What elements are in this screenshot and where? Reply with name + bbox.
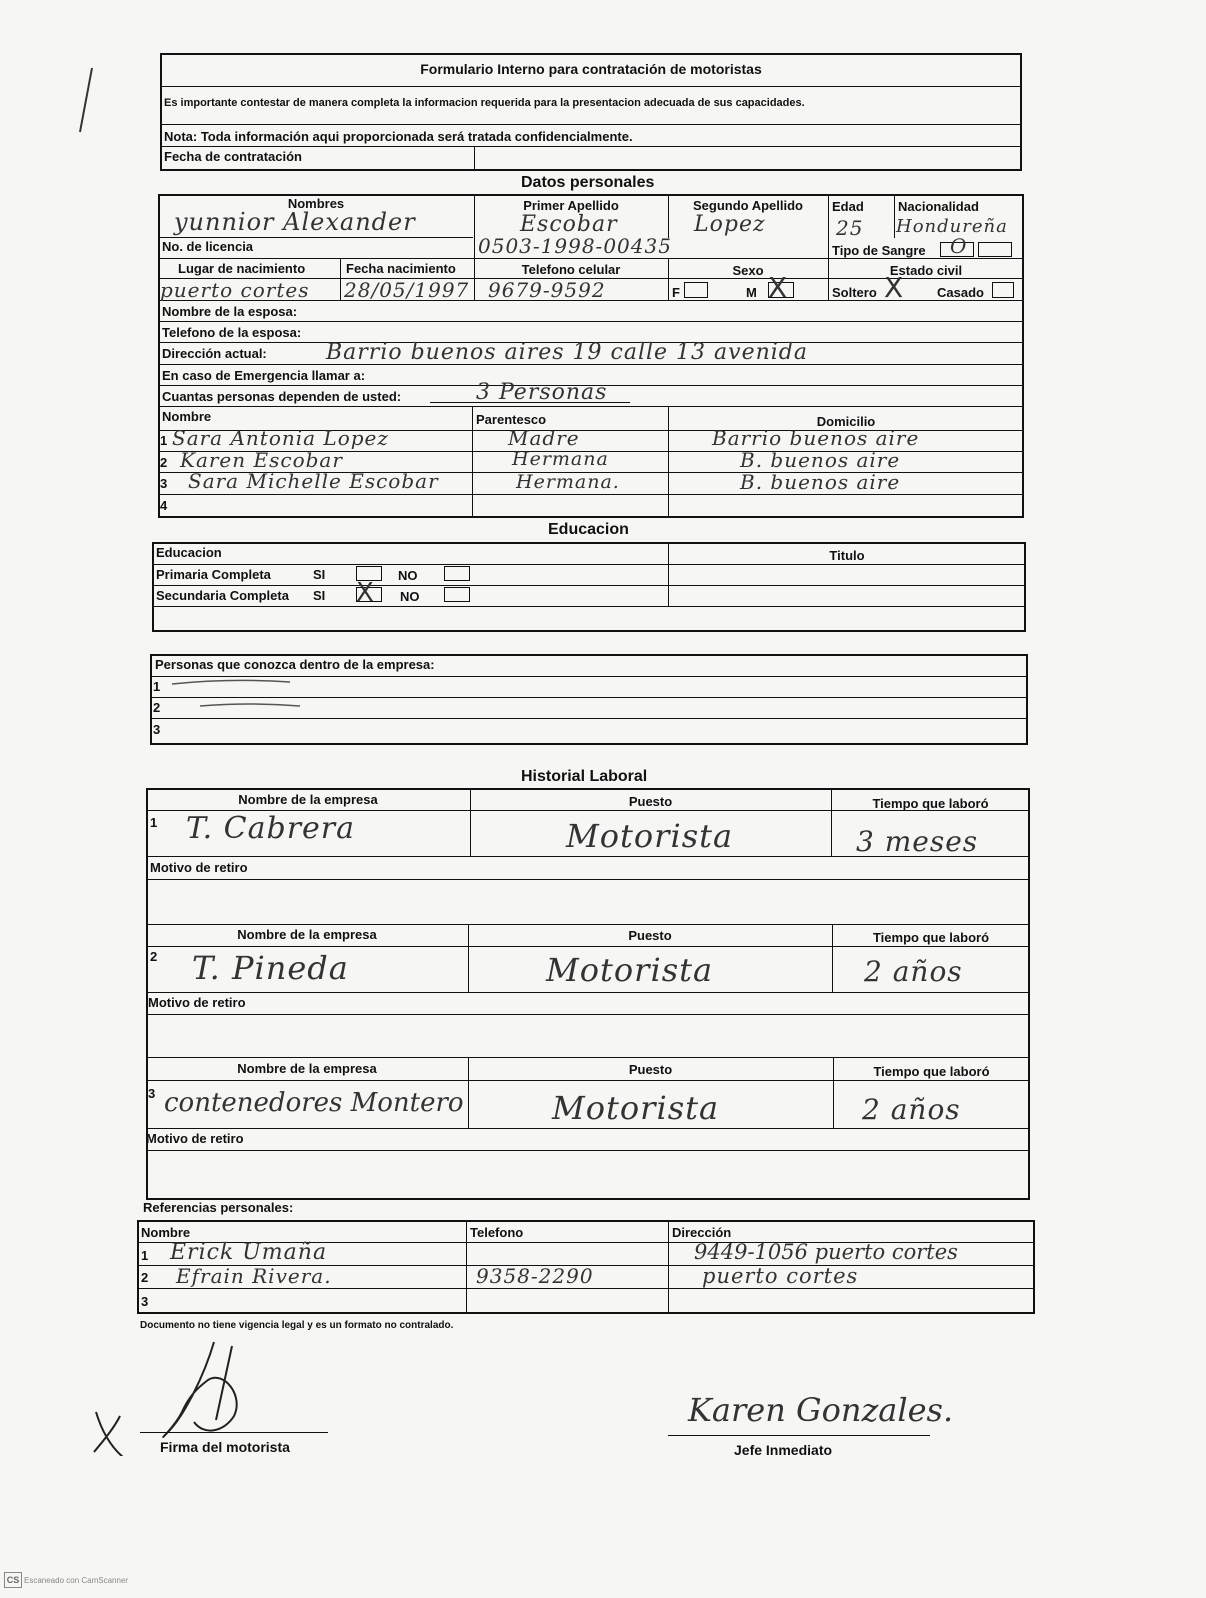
dependent-row-1-name: Sara Antonia Lopez [172,426,389,450]
label-primer-apellido: Primer Apellido [523,198,619,213]
hire-date-label: Fecha de contratación [164,149,302,164]
value-segundo-apellido: Lopez [694,212,766,237]
label-dep-domicilio: Domicilio [816,414,876,429]
section-work-title: Historial Laboral [521,768,648,785]
checkbox-primaria-no [444,566,470,581]
dependent-row-2-address: B. buenos aire [740,448,901,472]
reference-row-2-address: puerto cortes [702,1264,859,1288]
label-acquaintances: Personas que conozca dentro de la empresa: [155,657,435,672]
label-secundaria-si: SI [313,588,326,603]
job-3-motivo: Motivo de retiro [146,1131,244,1146]
label-secundaria: Secundaria Completa [156,588,289,603]
label-dep-nombre: Nombre [162,409,212,424]
label-estado-civil: Estado civil [889,263,963,278]
reference-row-1-address: 9449-1056 puerto cortes [694,1240,958,1264]
job-2-col-puesto: Puesto [628,928,672,943]
dependent-row-1-number: 1 [160,433,168,448]
section-personal-title: Datos personales [521,174,655,191]
job-2-number: 2 [150,949,158,964]
confidential-note: Nota: Toda información aqui proporcionada será tratada confidencialmente. [164,129,633,144]
value-primer-apellido: Escobar [520,212,618,237]
dependent-row-1-address: Barrio buenos aire [712,426,920,450]
label-primaria: Primaria Completa [156,567,271,582]
value-nacionalidad: Hondureña [896,216,1008,237]
job-2-motivo: Motivo de retiro [148,995,246,1010]
label-nombres: Nombres [287,196,345,211]
job-3-col-puesto: Puesto [628,1062,673,1077]
label-ref-direccion: Dirección [672,1225,732,1240]
job-1-number: 1 [150,815,158,830]
dependent-row-2-relation: Hermana [512,448,609,470]
reference-row-2-phone: 9358-2290 [476,1264,594,1288]
dependent-row-3-address: B. buenos aire [740,470,901,494]
job-1-col-empresa: Nombre de la empresa [238,792,378,807]
form-title: Formulario Interno para contratación de motoristas [420,61,762,77]
label-nacionalidad: Nacionalidad [898,199,979,214]
label-primaria-si: SI [313,567,326,582]
label-tipo-sangre: Tipo de Sangre [832,243,926,258]
disclaimer-text: Documento no tiene vigencia legal y es un formato no contralado. [140,1320,454,1331]
value-direccion: Barrio buenos aires 19 calle 13 avenida [326,340,808,365]
value-nombres: yunnior Alexander [174,208,416,236]
label-emergencia: En caso de Emergencia llamar a: [162,368,366,383]
job-3-col-tiempo: Tiempo que laboró [873,1064,990,1079]
reference-row-2-number: 2 [141,1270,149,1285]
label-esposa: Nombre de la esposa: [162,304,298,319]
value-lugar-nacimiento: puerto cortes [160,278,310,302]
label-edad: Edad [832,199,864,214]
dependent-row-3-number: 3 [160,476,168,491]
job-3-tiempo: 2 años [862,1093,961,1126]
label-sexo-m: M [746,285,757,300]
label-soltero: Soltero [832,285,877,300]
job-1-col-puesto: Puesto [628,794,673,809]
motorista-signature [84,1336,274,1456]
job-1-motivo: Motivo de retiro [150,860,248,875]
label-sexo-f: F [672,285,680,300]
label-casado: Casado [937,285,984,300]
label-dep-parentesco: Parentesco [476,412,547,427]
acquaintance-dash-marks [170,676,310,716]
label-tel-esposa: Telefono de la esposa: [162,325,302,340]
dependent-row-3-name: Sara Michelle Escobar [188,469,439,493]
blood-type-box-2 [978,242,1012,257]
label-lugar-nacimiento: Lugar de nacimiento [178,261,306,276]
label-dependientes: Cuantas personas dependen de usted: [162,389,402,404]
value-dependientes: 3 Personas [476,380,608,405]
reference-row-1-number: 1 [141,1248,149,1263]
label-jefe-inmediato: Jefe Inmediato [734,1442,833,1458]
label-references: Referencias personales: [143,1200,294,1215]
label-primaria-no: NO [398,568,418,583]
job-1-tiempo: 3 meses [856,825,979,858]
pen-mark [70,60,100,140]
reference-row-3-number: 3 [141,1294,149,1309]
job-3-number: 3 [148,1086,156,1101]
sexo-m-mark: X [768,271,788,304]
value-fecha-nacimiento: 28/05/1997 [344,278,470,302]
job-1-col-tiempo: Tiempo que laboró [872,796,989,811]
job-2-tiempo: 2 años [864,955,963,988]
value-telefono: 9679-9592 [488,278,606,302]
label-licencia: No. de licencia [162,239,254,254]
dependent-row-4-number: 4 [160,498,168,513]
acquaintance-row-3-number: 3 [153,722,161,737]
acquaintance-row-1-number: 1 [153,679,161,694]
dependent-row-2-name: Karen Escobar [180,448,343,472]
label-segundo-apellido: Segundo Apellido [692,198,803,213]
label-ref-telefono: Telefono [470,1225,524,1240]
label-titulo: Titulo [829,548,865,563]
label-firma-motorista: Firma del motorista [160,1439,290,1455]
camscanner-logo-icon: CS [4,1572,22,1588]
job-3-empresa: contenedores Montero [164,1088,464,1118]
job-1-empresa: T. Cabrera [186,811,356,846]
secundaria-si-mark: X [356,578,374,608]
checkbox-secundaria-no [444,587,470,602]
label-ref-nombre: Nombre [141,1225,191,1240]
reference-row-1-name: Erick Umaña [170,1240,328,1265]
label-secundaria-no: NO [400,589,420,604]
instruction-text: Es importante contestar de manera completa la informacion requerida para la presentacion adecuada de sus capacidades. [164,97,805,109]
scanner-watermark: Escaneado con CamScanner [24,1576,129,1585]
job-3-col-empresa: Nombre de la empresa [237,1061,377,1076]
label-fecha-nacimiento: Fecha nacimiento [346,261,456,276]
jefe-signature: Karen Gonzales. [688,1391,954,1429]
label-educacion: Educacion [156,545,222,560]
checkbox-sexo-f [684,282,708,298]
value-tipo-sangre: O [950,234,968,258]
acquaintance-row-2-number: 2 [153,700,161,715]
job-2-puesto: Motorista [546,951,714,989]
job-2-col-tiempo: Tiempo que laboró [872,930,990,945]
job-2-empresa: T. Pineda [192,949,349,987]
job-3-puesto: Motorista [552,1089,720,1127]
dependent-row-1-relation: Madre [508,426,580,450]
soltero-mark: X [884,271,904,304]
label-telefono: Telefono celular [521,262,621,277]
dependent-row-2-number: 2 [160,455,168,470]
dependent-row-3-relation: Hermana. [516,471,620,493]
checkbox-casado [992,282,1014,298]
job-1-puesto: Motorista [566,817,734,855]
label-sexo: Sexo [732,263,764,278]
section-education-title: Educacion [548,521,629,538]
value-licencia: 0503-1998-00435 [478,234,672,258]
label-direccion: Dirección actual: [162,346,267,361]
job-2-col-empresa: Nombre de la empresa [237,927,377,942]
value-edad: 25 [836,216,864,240]
reference-row-2-name: Efrain Rivera. [176,1264,332,1288]
